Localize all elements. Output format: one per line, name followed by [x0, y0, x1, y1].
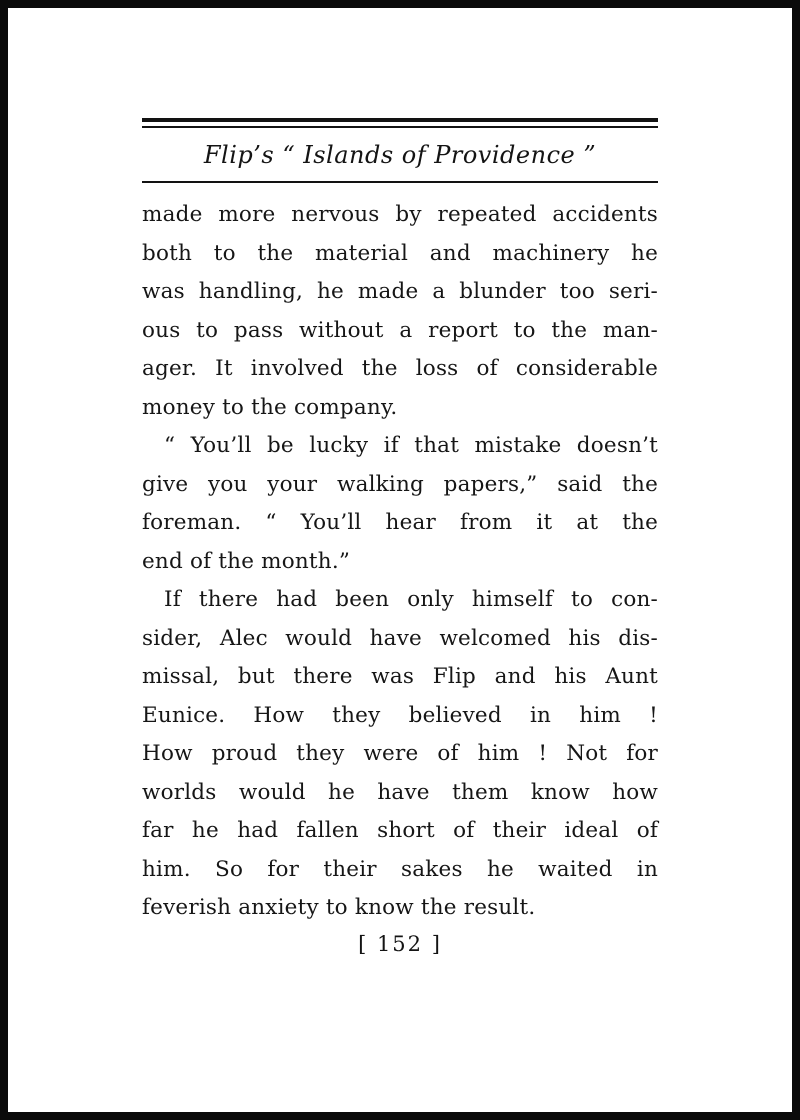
text-line: money to the company.	[142, 394, 398, 420]
page-title: Flip’s “ Islands of Providence ”	[203, 141, 597, 169]
text-line: If there had been only himself to con-	[164, 587, 658, 612]
text-line: both to the material and machinery he	[142, 240, 658, 266]
page-number: [ 152 ]	[358, 931, 442, 956]
text-line: How proud they were of him ! Not for	[142, 741, 658, 766]
text-line: ager. It involved the loss of considerable	[142, 356, 658, 381]
text-line: give you your walking papers,” said the	[142, 471, 658, 497]
text-line: made more nervous by repeated accidents	[142, 202, 658, 227]
text-line: Eunice. How they believed in him !	[142, 702, 658, 728]
header-underline	[142, 181, 658, 183]
text-line: him. So for their sakes he waited in	[142, 856, 658, 882]
page-content	[142, 8, 658, 956]
text-line: worlds would he have them know how	[142, 779, 658, 805]
text-line: sider, Alec would have welcomed his dis-	[142, 625, 658, 651]
text-line: ous to pass without a report to the man-	[142, 317, 658, 343]
text-line: feverish anxiety to know the result.	[142, 895, 536, 920]
text-line: missal, but there was Flip and his Aunt	[142, 664, 658, 689]
text-line: was handling, he made a blunder too seri-	[142, 279, 658, 304]
text-line: end of the month.”	[142, 548, 351, 574]
text-line: foreman. “ You’ll hear from it at the	[142, 510, 658, 535]
text-line: “ You’ll be lucky if that mistake doesn’t	[164, 433, 658, 458]
body-text	[142, 196, 658, 928]
running-header	[142, 118, 658, 183]
text-line: far he had fallen short of their ideal of	[142, 818, 658, 843]
